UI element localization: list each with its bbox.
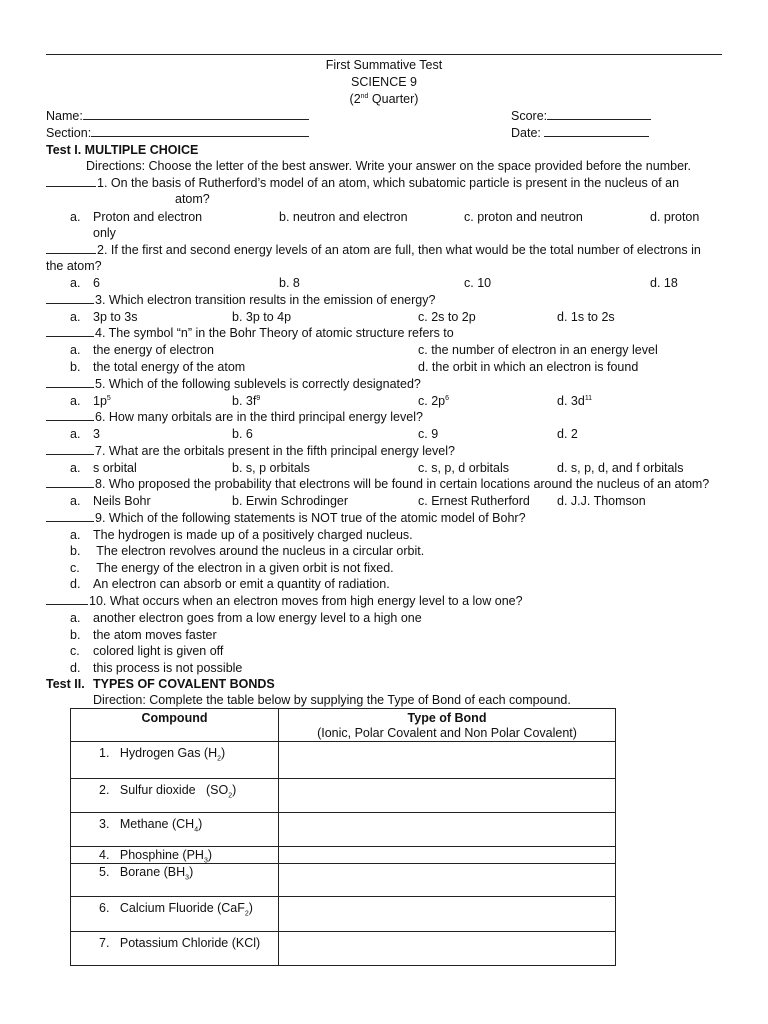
question-2: 2. If the first and second energy levels of an atom are full, then what would be the total number of electrons in (97, 243, 701, 257)
compound-cell (71, 779, 278, 798)
choice-letter: a. (70, 528, 81, 542)
compound-name: Phosphine (PH (119, 848, 204, 862)
bond-type-answer-cell[interactable] (279, 813, 616, 847)
bond-type-answer-cell[interactable] (279, 864, 616, 897)
compound-cell (71, 864, 278, 880)
test1-title: Test I. MULTIPLE CHOICE (46, 143, 199, 157)
test2-title: TYPES OF COVALENT BONDS (93, 677, 275, 691)
subject-title: SCIENCE 9 (351, 75, 417, 89)
answer-blank-6[interactable] (46, 409, 94, 421)
type-header-cell (279, 709, 616, 742)
compound-number: 7. (99, 936, 110, 950)
choice-4b: the total energy of the atom (93, 360, 246, 374)
choice-letter: a. (70, 210, 81, 224)
compound-subscript: 2 (228, 792, 233, 800)
choice-6d: d. 2 (557, 427, 578, 441)
bond-type-answer-cell[interactable] (279, 779, 616, 813)
choice-2c: c. 10 (464, 276, 492, 290)
choice-9c: The energy of the electron in a given orbit is not fixed. (93, 561, 394, 575)
choice-letter: c. (70, 561, 80, 575)
choice-8c: c. Ernest Rutherford (418, 494, 530, 508)
section-label: Section: (46, 126, 92, 140)
compound-name: Methane (CH (119, 817, 195, 831)
compound-name: Sulfur dioxide (SO (119, 783, 229, 797)
compound-number: 6. (99, 901, 110, 915)
choice-10d: this process is not possible (93, 661, 243, 675)
table-header-row (71, 709, 616, 742)
choice-3a: 3p to 3s (93, 310, 138, 324)
choice-5c-base: c. 2p (418, 394, 446, 408)
compound-cell (71, 813, 278, 832)
table-row (71, 932, 616, 966)
choice-letter: c. (70, 644, 80, 658)
section-blank[interactable] (91, 125, 309, 137)
type-header-hint: (Ionic, Polar Covalent and Non Polar Covalent) (317, 726, 577, 740)
choice-letter: b. (70, 360, 81, 374)
compound-subscript: 2 (217, 755, 222, 763)
question-6: 6. How many orbitals are in the third principal energy level? (95, 410, 423, 424)
choice-1c: c. proton and neutron (464, 210, 583, 224)
question-10: 10. What occurs when an electron moves from high energy level to a low one? (89, 594, 523, 608)
compound-close: ) (207, 848, 213, 862)
choice-7b: b. s, p orbitals (232, 461, 310, 475)
compound-name: Calcium Fluoride (CaF (119, 901, 245, 915)
choice-5d-sup: 11 (584, 394, 593, 402)
choice-8b: b. Erwin Schrodinger (232, 494, 349, 508)
compound-subscript: 3 (185, 874, 190, 882)
choice-6c: c. 9 (418, 427, 439, 441)
choice-10a: another electron goes from a low energy level to a high one (93, 611, 422, 625)
choice-letter: a. (70, 494, 81, 508)
answer-blank-4[interactable] (46, 325, 94, 337)
question-1: 1. On the basis of Rutherford’s model of an atom, which subatomic particle is present in the nucleus of an (97, 176, 680, 190)
choice-5b-sup: 9 (256, 394, 261, 402)
compound-number: 2. (99, 783, 110, 797)
choice-7d: d. s, p, d, and f orbitals (557, 461, 684, 475)
compound-close: ) (248, 901, 253, 915)
table-row (71, 813, 616, 847)
choice-10b: the atom moves faster (93, 628, 217, 642)
choice-letter: b. (70, 628, 81, 642)
choice-6b: b. 6 (232, 427, 253, 441)
compound-header: Compound (141, 711, 208, 725)
choice-1b: b. neutron and electron (279, 210, 408, 224)
choice-letter: b. (70, 544, 81, 558)
choice-1a: Proton and electron (93, 210, 203, 224)
quarter-superscript: nd (360, 92, 369, 100)
choice-9a: The hydrogen is made up of a positively charged nucleus. (93, 528, 413, 542)
question-9: 9. Which of the following statements is NOT true of the atomic model of Bohr? (95, 511, 526, 525)
bond-type-answer-cell[interactable] (279, 932, 616, 966)
name-label: Name: (46, 109, 83, 123)
choice-5a-base: 1p (93, 394, 107, 408)
compound-name: Hydrogen Gas (H (119, 746, 218, 760)
question-1-cont: atom? (175, 192, 210, 206)
compound-name: Borane (BH (119, 865, 186, 879)
choice-letter: d. (70, 577, 81, 591)
choice-5d-base: d. 3d (557, 394, 585, 408)
date-blank[interactable] (544, 125, 649, 137)
choice-6a: 3 (93, 427, 100, 441)
choice-2d: d. 18 (650, 276, 678, 290)
choice-3c: c. 2s to 2p (418, 310, 476, 324)
answer-blank-2[interactable] (46, 242, 96, 254)
choice-3d: d. 1s to 2s (557, 310, 615, 324)
answer-blank-9[interactable] (46, 510, 94, 522)
compound-close: ) (198, 817, 203, 831)
compound-name: Potassium Chloride (KCl) (119, 936, 261, 950)
compound-close: ) (232, 783, 237, 797)
top-rule (46, 54, 722, 55)
answer-blank-3[interactable] (46, 292, 94, 304)
choice-4d: d. the orbit in which an electron is found (418, 360, 639, 374)
question-4: 4. The symbol “n” in the Bohr Theory of atomic structure refers to (95, 326, 454, 340)
compound-cell (71, 897, 278, 916)
date-field[interactable] (511, 125, 649, 141)
bond-type-answer-cell[interactable] (279, 742, 616, 779)
choice-9b: The electron revolves around the nucleus in a circular orbit. (93, 544, 425, 558)
compound-close: ) (189, 865, 194, 879)
compound-subscript: 2 (244, 910, 249, 918)
table-row (71, 864, 616, 897)
quarter-label: (2nd Quarter) (349, 92, 419, 106)
compound-subscript: 3 (203, 857, 208, 865)
table-row (71, 897, 616, 932)
choice-letter: a. (70, 343, 81, 357)
compound-number: 1. (99, 746, 110, 760)
choice-5b-base: b. 3f (232, 394, 257, 408)
choice-5c-sup: 6 (445, 394, 450, 402)
choice-letter: a. (70, 461, 81, 475)
choice-7a: s orbital (93, 461, 137, 475)
choice-8a: Neils Bohr (93, 494, 151, 508)
choice-4c: c. the number of electron in an energy level (418, 343, 658, 357)
question-7: 7. What are the orbitals present in the fifth principal energy level? (95, 444, 455, 458)
choice-letter: a. (70, 276, 81, 290)
choice-2b: b. 8 (279, 276, 300, 290)
choice-1d: d. proton (650, 210, 700, 224)
compound-number: 4. (99, 848, 110, 862)
compound-header-cell (71, 709, 279, 742)
compound-number: 3. (99, 817, 110, 831)
question-8: 8. Who proposed the probability that electrons will be found in certain locations around the nucleus of an atom? (95, 477, 710, 491)
test2-label: Test II. (46, 677, 85, 691)
answer-blank-10[interactable] (46, 593, 88, 605)
choice-5d (557, 393, 592, 409)
test2-direction: Direction: Complete the table below by supplying the Type of Bond of each compound. (93, 693, 571, 707)
compound-cell (71, 932, 278, 951)
choice-5c (418, 393, 449, 409)
answer-blank-7[interactable] (46, 443, 94, 455)
quarter-number: 2 (353, 92, 361, 106)
choice-letter: a. (70, 310, 81, 324)
choice-letter: d. (70, 661, 81, 675)
choice-5a (93, 393, 111, 409)
choice-letter: a. (70, 394, 81, 408)
choice-letter: a. (70, 427, 81, 441)
compound-number: 5. (99, 865, 110, 879)
answer-blank-8[interactable] (46, 476, 94, 488)
question-5: 5. Which of the following sublevels is correctly designated? (95, 377, 421, 391)
answer-blank-5[interactable] (46, 376, 94, 388)
table-row (71, 742, 616, 779)
compound-subscript: 4 (194, 826, 199, 834)
date-label: Date: (511, 126, 541, 140)
score-blank[interactable] (547, 108, 651, 120)
choice-5a-sup: 5 (106, 394, 111, 402)
choice-7c: c. s, p, d orbitals (418, 461, 510, 475)
type-header: Type of Bond (407, 711, 487, 725)
compound-close: ) (221, 746, 226, 760)
question-3: 3. Which electron transition results in the emission of energy? (95, 293, 436, 307)
choice-8d: d. J.J. Thomson (557, 494, 646, 508)
choice-9d: An electron can absorb or emit a quantity of radiation. (93, 577, 390, 591)
choice-2a: 6 (93, 276, 100, 290)
section-field[interactable] (46, 125, 309, 141)
table-row (71, 847, 616, 864)
choice-3b: b. 3p to 4p (232, 310, 292, 324)
quarter-word: Quarter) (371, 92, 419, 106)
choice-4a: the energy of electron (93, 343, 214, 357)
choice-5b (232, 393, 260, 409)
test-title: First Summative Test (325, 58, 443, 72)
score-field[interactable] (511, 108, 651, 124)
compound-cell (71, 742, 278, 761)
answer-blank-1[interactable] (46, 175, 96, 187)
choice-10c: colored light is given off (93, 644, 224, 658)
bond-type-answer-cell[interactable] (279, 847, 616, 864)
question-2-cont: the atom? (46, 259, 102, 273)
compound-cell (71, 847, 278, 863)
choice-letter: a. (70, 611, 81, 625)
test1-directions: Directions: Choose the letter of the best answer. Write your answer on the space provided before the number. (86, 159, 691, 173)
name-blank[interactable] (83, 108, 309, 120)
bond-table (70, 708, 616, 966)
score-label: Score: (511, 109, 548, 123)
name-field[interactable] (46, 108, 309, 124)
choice-1d-cont: only (93, 226, 116, 240)
table-row (71, 779, 616, 813)
bond-type-answer-cell[interactable] (279, 897, 616, 932)
